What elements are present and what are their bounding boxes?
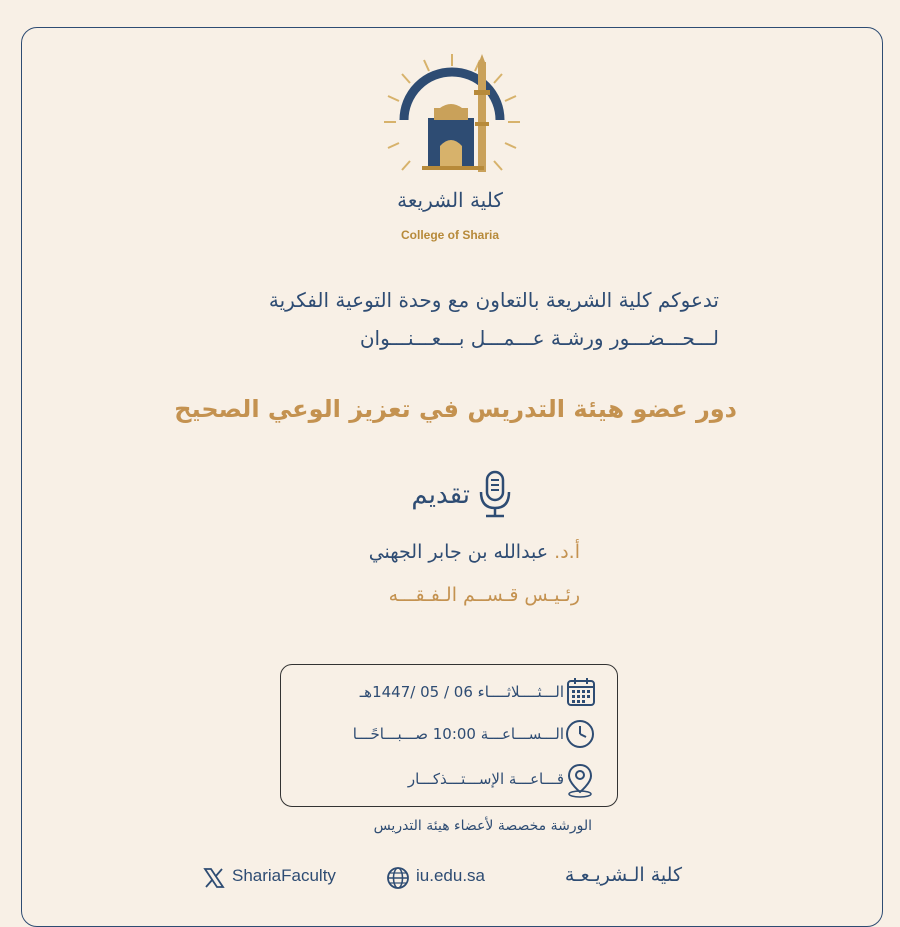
presenter-name: عبدالله بن جابر الجهني <box>368 541 549 563</box>
presenter-academic-title: أ.د. <box>554 541 580 563</box>
microphone-icon <box>478 470 512 518</box>
audience-note: الورشة مخصصة لأعضاء هيئة التدريس <box>373 818 592 834</box>
college-footer-name: كلية الـشريـعـة <box>564 864 682 886</box>
x-twitter-icon <box>202 866 226 890</box>
clock-icon <box>564 718 596 750</box>
workshop-title: دور عضو هيئة التدريس في تعزيز الوعي الصحيح <box>174 395 737 423</box>
presenter-row <box>369 541 580 563</box>
invitation-line-2: لـــحـــضـــور ورشـة عـــمـــل بـــعـــنـــوان <box>359 326 719 350</box>
presenting-label: تقديم <box>411 480 470 510</box>
presenter-position: رئـيـس قـســم الـفـقـــه <box>388 584 580 606</box>
college-name-arabic: كلية الشريعة <box>397 188 503 212</box>
invitation-line-1: تدعوكم كلية الشريعة بالتعاون مع وحدة التوعية الفكرية <box>268 288 719 312</box>
college-emblem-icon <box>382 52 522 202</box>
event-location: قـــاعـــة الإســـتـــذكـــار <box>407 770 564 788</box>
calendar-icon <box>565 676 597 708</box>
event-time: الـــســـاعـــة 10:00 صـــبـــاحًـــا <box>352 725 564 743</box>
location-pin-icon <box>565 762 595 798</box>
website-link[interactable]: iu.edu.sa <box>416 866 485 885</box>
twitter-handle[interactable]: ShariaFaculty <box>232 866 336 885</box>
globe-icon <box>386 866 410 890</box>
event-date: الـــثــــلاثــــاء 06 / 05 /1447هـ <box>359 683 564 701</box>
college-name-english: College of Sharia <box>400 228 500 242</box>
